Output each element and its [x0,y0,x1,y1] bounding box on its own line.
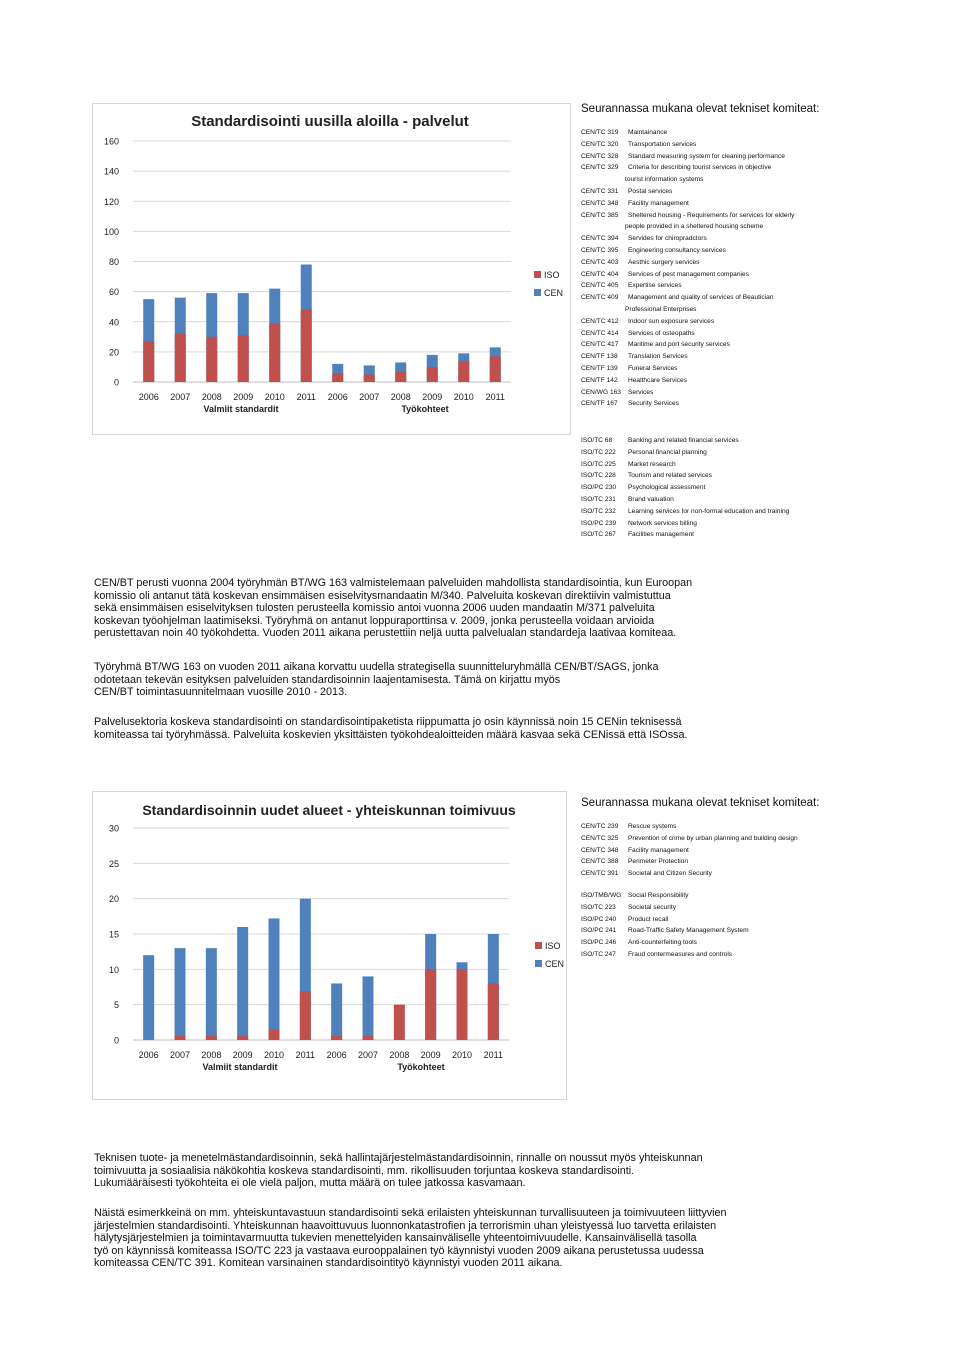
committee-code: CEN/TC 391 [581,870,619,878]
committee-description: Prevention of crime by urban planning and building design [628,834,798,842]
bar-iso [300,991,311,1040]
committee-row [581,269,941,281]
committee-row [581,151,941,163]
chart-title: Standardisoinnin uudet alueet - yhteiskunnan toimivuus [142,802,516,818]
committee-row [581,845,941,857]
committee-row [581,518,941,530]
x-tick-label: 2006 [327,392,348,402]
x-tick-label: 2008 [201,1050,222,1060]
x-tick-label: 2006 [138,392,159,402]
committee-code: ISO/TC 68 [581,437,613,444]
committee-code: CEN/TC 385 [581,211,619,219]
x-tick-label: 2010 [453,392,474,402]
committee-row [581,198,941,210]
committee-description: Maritime and port security services [628,341,730,349]
bar-iso [364,374,375,382]
committee-code: ISO/TC 225 [581,460,616,468]
x-tick-label: 2007 [169,1050,191,1060]
cen-committee-list [581,127,941,410]
paragraph-line: komissio oli antanut tätä koskevan ensimmäisen esiselvitysmandaatin M/340. Palveluita koskevan direktiivin valmistuttua [94,589,671,602]
committee-code: CEN/TC 325 [581,834,619,842]
iso-committee-list [581,435,941,541]
bar-iso [331,1036,342,1040]
committee-code: CEN/TF 142 [581,376,618,384]
committee-description: Brand valuation [628,495,674,503]
committee-row [581,506,941,518]
committee-code: CEN/TC 394 [581,235,619,243]
committee-code: CEN/TC 328 [581,152,619,160]
committee-code: CEN/TC 395 [581,246,619,254]
paragraph-line: Näistä esimerkkeinä on mm. yhteiskuntavastuun standardisointi sekä erilaisten yhteiskunnan turvallisuuteen ja toimivuuteen liittyvien [94,1207,727,1219]
bar-iso [425,969,436,1040]
paragraph-line: odotetaan tekevän esityksen palveluiden standardisoinnin laajentamisesta. Tämä on kirjattu myös [94,673,561,686]
committee-code: ISO/TC 228 [581,472,616,480]
y-tick-label: 140 [103,166,119,177]
committee-description: Healthcare Services [628,376,688,384]
iso-committee-list [581,890,941,961]
committee-row [581,328,941,340]
committee-description: Services of pest management companies [628,270,749,278]
bar-cen [237,927,248,1040]
committee-code: CEN/TC 404 [581,270,619,278]
bar-iso [206,1036,217,1040]
x-tick-label: 2009 [232,1050,253,1060]
y-tick-label: 20 [108,347,119,358]
committee-code: CEN/TC 348 [581,846,619,854]
committee-row [581,387,941,399]
committee-code: ISO/PC 230 [581,484,617,492]
committee-row [581,494,941,506]
paragraph-line: Palvelusektoria koskeva standardisointi on standardisointipaketista riippumatta jo osin käynnissä noin 15 CENin teknisessä [94,716,682,728]
bar-iso [458,361,469,382]
committee-description: Rescue systems [628,823,677,830]
committee-code: ISO/PC 240 [581,915,617,923]
x-tick-label: 2007 [170,392,191,402]
x-tick-label: 2011 [483,1050,504,1060]
societal-chart-svg [93,792,566,1099]
committee-row [581,221,941,233]
x-tick-label: 2011 [485,392,505,402]
committee-row [581,174,941,186]
committee-description: Professional Enterprises [625,305,697,313]
committee-row [581,245,941,257]
cen-committee-list [581,821,941,880]
committee-row [581,363,941,375]
paragraph-line: hälytysjärjestelmien ja toimintavarmuutta tukevien menettelyiden kansainväliselle yhteentoimivuudelle. Kansainvälisellä tasolla [94,1232,697,1245]
y-tick-label: 40 [108,317,119,328]
committee-code: CEN/WG 163 [581,388,621,396]
committee-code: CEN/TC 348 [581,199,619,207]
x-tick-label: 2010 [451,1050,473,1060]
committee-row [581,914,941,926]
committee-code: CEN/TC 414 [581,329,619,337]
committee-description: Societal security [628,903,677,911]
legend-swatch [535,960,542,967]
committee-code: CEN/TF 138 [581,353,618,361]
y-tick-label: 30 [108,823,119,834]
bar-iso [301,310,312,382]
committee-row [581,304,941,316]
committee-description: Market research [628,460,676,468]
committee-code: ISO/TC 232 [581,507,616,515]
x-tick-label: 2007 [359,392,380,402]
bar-iso [269,1029,280,1040]
committee-description: Tourism and related services [628,472,712,480]
committee-row [581,435,941,447]
committee-description: Services [628,388,654,396]
y-tick-label: 120 [103,196,119,207]
committee-description: Facility management [628,846,689,854]
committee-code: CEN/TC 320 [581,140,619,148]
committee-description: Translation Services [628,353,688,361]
committee-row [581,856,941,868]
paragraph-line: komiteassa tai työryhmässä. Palveluita koskevien yksittäisten työkohdealoitteiden määrä kasvaa sekä CENissä että ISOssa. [94,728,688,741]
x-tick-label: 2008 [390,392,411,402]
committee-code: ISO/TC 222 [581,448,616,456]
paragraph-line: Lukumääräisesti työkohteita ei ole vielä paljon, mutta määrä on tulee jatkossa kasvamaan. [94,1177,526,1190]
bar-cen [331,983,342,1040]
committee-code: ISO/TC 247 [581,950,616,958]
x-tick-label: 2007 [357,1050,379,1060]
committee-code: CEN/TC 239 [581,823,619,830]
committee-description: people provided in a sheltered housing scheme [625,223,764,231]
x-tick-label: 2009 [420,1050,441,1060]
services-chart-svg [93,104,570,434]
committee-description: Sheltered housing - Requirements for services for elderly [628,211,795,219]
committee-list-heading: Seurannassa mukana olevat tekniset komiteat: [581,797,820,809]
committee-description: Network services billing [628,519,697,527]
bar-iso [332,373,343,382]
y-tick-label: 25 [108,858,119,869]
paragraph-line: järjestelmien standardisointi. Yhteiskunnan haavoittuvuus luonnonkatastrofien ja terrorismin uhan yleistyessä luo tarvetta erilaisten [94,1219,717,1232]
legend-label: ISO [545,941,561,951]
paragraph-line: työ on käynnissä komiteassa ISO/TC 223 ja vastaava eurooppalainen työ käynnistyi vuoden 2009 aikana perustetussa uudessa [94,1244,704,1257]
bar-iso [490,356,501,382]
y-tick-label: 0 [113,377,119,388]
x-tick-label: 2006 [138,1050,159,1060]
group-label: Työkohteet [397,1062,445,1072]
committee-row [581,529,941,541]
committee-code: CEN/TC 403 [581,258,619,266]
bar-iso [175,1036,186,1040]
committee-row [581,925,941,937]
bar-iso [427,367,438,382]
committee-description: Engineering consultancy services [628,246,726,254]
committee-description: Perimeter Protection [628,858,689,866]
committee-row [581,351,941,363]
services-chart [92,103,571,435]
committee-code: CEN/TC 405 [581,282,619,290]
committee-code: ISO/TC 267 [581,531,616,539]
committee-description: Facility management [628,199,689,207]
committee-description: Aesthic surgery services [628,258,700,266]
committee-description: Postal services [628,187,673,195]
bar-iso [363,1036,374,1040]
x-tick-label: 2011 [296,392,316,402]
legend-swatch [535,942,542,949]
y-tick-label: 80 [108,257,119,267]
committee-row [581,339,941,351]
committee-row [581,292,941,304]
committee-description: tourist information systems [625,176,704,184]
bar-iso [237,1036,248,1040]
x-tick-label: 2010 [264,392,285,402]
committee-description: Psychological assessment [628,484,706,492]
paragraph-cen-bt-history [94,577,934,640]
committee-description: Criteria for describing tourist services in objective [628,164,772,172]
paragraph-line: perustettavan noin 40 työkohdetta. Vuoden 2011 aikana perustettiin neljä uutta palvelualan standardeja laativaa komiteaa. [94,627,677,640]
x-tick-label: 2009 [422,392,443,402]
committee-list-services [581,103,941,410]
x-tick-label: 2008 [389,1050,410,1060]
legend-swatch [534,271,541,278]
x-tick-label: 2006 [326,1050,347,1060]
committee-row [581,949,941,961]
committee-code: CEN/TC 409 [581,294,619,302]
bar-iso [175,334,186,382]
bar-iso [269,323,280,382]
bar-cen [363,976,374,1040]
bar-iso [395,371,406,382]
y-tick-label: 20 [108,894,119,905]
committee-code: CEN/TF 167 [581,400,618,408]
committee-description: Funeral Services [628,364,678,372]
committee-description: Standard measuring system for cleaning performance [628,152,785,160]
societal-chart [92,791,567,1100]
committee-code: ISO/TC 231 [581,495,616,503]
legend-label: CEN [545,959,565,969]
committee-row [581,902,941,914]
x-tick-label: 2010 [263,1050,285,1060]
committee-list-heading: Seurannassa mukana olevat tekniset komiteat: [581,103,820,115]
committee-description: Expertise services [628,282,682,290]
legend-label: CEN [544,288,564,298]
group-label: Valmiit standardit [202,1062,278,1072]
x-tick-label: 2009 [233,392,254,402]
committee-description: Maintainance [628,129,668,136]
bar-iso [488,983,499,1040]
committee-row [581,470,941,482]
committee-code: ISO/TMB/WG [581,891,622,899]
committee-row [581,447,941,459]
committee-row [581,833,941,845]
bar-cen [143,955,154,1040]
committee-row [581,937,941,949]
y-tick-label: 10 [108,964,119,975]
paragraph-service-sector [94,716,934,741]
committee-row [581,375,941,387]
committee-list-societal [581,797,941,961]
committee-row [581,127,941,139]
committee-code: CEN/TC 388 [581,858,619,866]
committee-row [581,210,941,222]
chart-title: Standardisointi uusilla aloilla - palvelut [191,113,469,130]
committee-code: ISO/TC 223 [581,903,616,911]
committee-row [581,316,941,328]
committee-code: ISO/PC 239 [581,519,617,527]
committee-code: ISO/PC 241 [581,927,617,935]
committee-row [581,186,941,198]
paragraph-examples [94,1207,934,1270]
committee-code: CEN/TC 412 [581,317,619,325]
bar-iso [457,969,468,1040]
legend-label: ISO [544,270,560,280]
committee-description: Fraud contermeasures and controls [628,950,733,958]
committee-description: Facilities management [628,531,694,539]
paragraph-societal-standardisation [94,1152,934,1190]
x-tick-label: 2011 [295,1050,316,1060]
x-tick-label: 2008 [201,392,222,402]
committee-row [581,233,941,245]
committee-row [581,868,941,880]
legend-swatch [534,289,541,296]
paragraph-line: CEN/BT toimintasuunnitelmaan vuosille 2010 - 2013. [94,686,348,699]
bar-iso [238,335,249,382]
bar-iso [394,1005,405,1040]
committee-description: Road-Traffic Safety Management System [628,927,749,935]
committee-description: Anti-counterfeiting tools [628,939,697,947]
committee-code: CEN/TC 319 [581,129,619,136]
bar-cen [269,918,280,1040]
iso-committee-list-services [581,435,941,541]
group-label: Valmiit standardit [203,404,279,414]
committee-row [581,162,941,174]
committee-description: Services of osteopaths [628,329,695,337]
paragraph-sags [94,661,934,699]
paragraph-line: sekä ensimmäisen esiselvityksen tulosten perusteella komissio antoi vuonna 2006 uuden mandaatin M/371 palveluita [94,602,655,615]
committee-code: CEN/TC 331 [581,187,619,195]
committee-code: ISO/PC 246 [581,939,617,947]
y-tick-label: 100 [103,226,119,237]
bar-iso [143,341,154,382]
committee-row [581,482,941,494]
bar-iso [206,337,217,382]
committee-row [581,139,941,151]
paragraph-line: Työryhmä BT/WG 163 on vuoden 2011 aikana korvattu uudella strategisella suunnitteluryhmällä CEN/BT/SAGS, jonka [94,661,659,673]
committee-code: CEN/TC 329 [581,164,619,172]
committee-description: Transportation services [628,140,697,148]
committee-row [581,280,941,292]
paragraph-line: Teknisen tuote- ja menetelmästandardisoinnin, sekä hallintajärjestelmästandardisoinnin, rinnalle on noussut myös yhteiskunnan [94,1152,703,1164]
committee-row [581,459,941,471]
y-tick-label: 15 [108,929,119,940]
y-tick-label: 5 [113,1000,119,1011]
committee-code: CEN/TC 417 [581,341,619,349]
paragraph-line: koskevan työohjelman laatimiseksi. Työryhmä on antanut loppuraporttinsa v. 2009, jonka perusteella voidaan arvioida [94,614,655,627]
paragraph-line: toimivuutta ja sosiaalisia näkökohtia koskeva standardisointi, mm. rikollisuuden torjuntaa koskeva standardisointi. [94,1164,635,1177]
committee-description: Indoor sun exposure services [628,317,715,325]
committee-description: Banking and related financial services [628,437,739,444]
committee-row [581,398,941,410]
committee-description: Product recall [628,915,669,923]
bar-cen [206,948,217,1040]
committee-description: Social Responsibility [628,891,689,899]
y-tick-label: 60 [108,287,119,298]
committee-description: Societal and Citizen Security [628,870,712,878]
paragraph-line: CEN/BT perusti vuonna 2004 työryhmän BT/WG 163 valmistelemaan palveluiden mahdollista standardisointia, kun Euroopan [94,577,693,589]
bar-cen [175,948,186,1040]
committee-description: Learning services for non-formal education and training [628,507,790,515]
committee-description: Management and quality of services of Beautician [628,294,774,302]
committee-description: Personal financial planning [628,448,707,456]
paragraph-line: komiteassa CEN/TC 391. Komitean varsinainen standardisointityö käynnistyi vuoden 2011 aikana. [94,1257,563,1270]
group-label: Työkohteet [401,404,449,414]
committee-code: CEN/TF 139 [581,364,618,372]
committee-description: Security Services [628,400,679,408]
committee-row [581,257,941,269]
y-tick-label: 160 [103,136,119,147]
committee-description: Servides for chiropradctors [628,235,707,243]
committee-row [581,890,941,902]
committee-row [581,821,941,833]
y-tick-label: 0 [113,1035,119,1046]
